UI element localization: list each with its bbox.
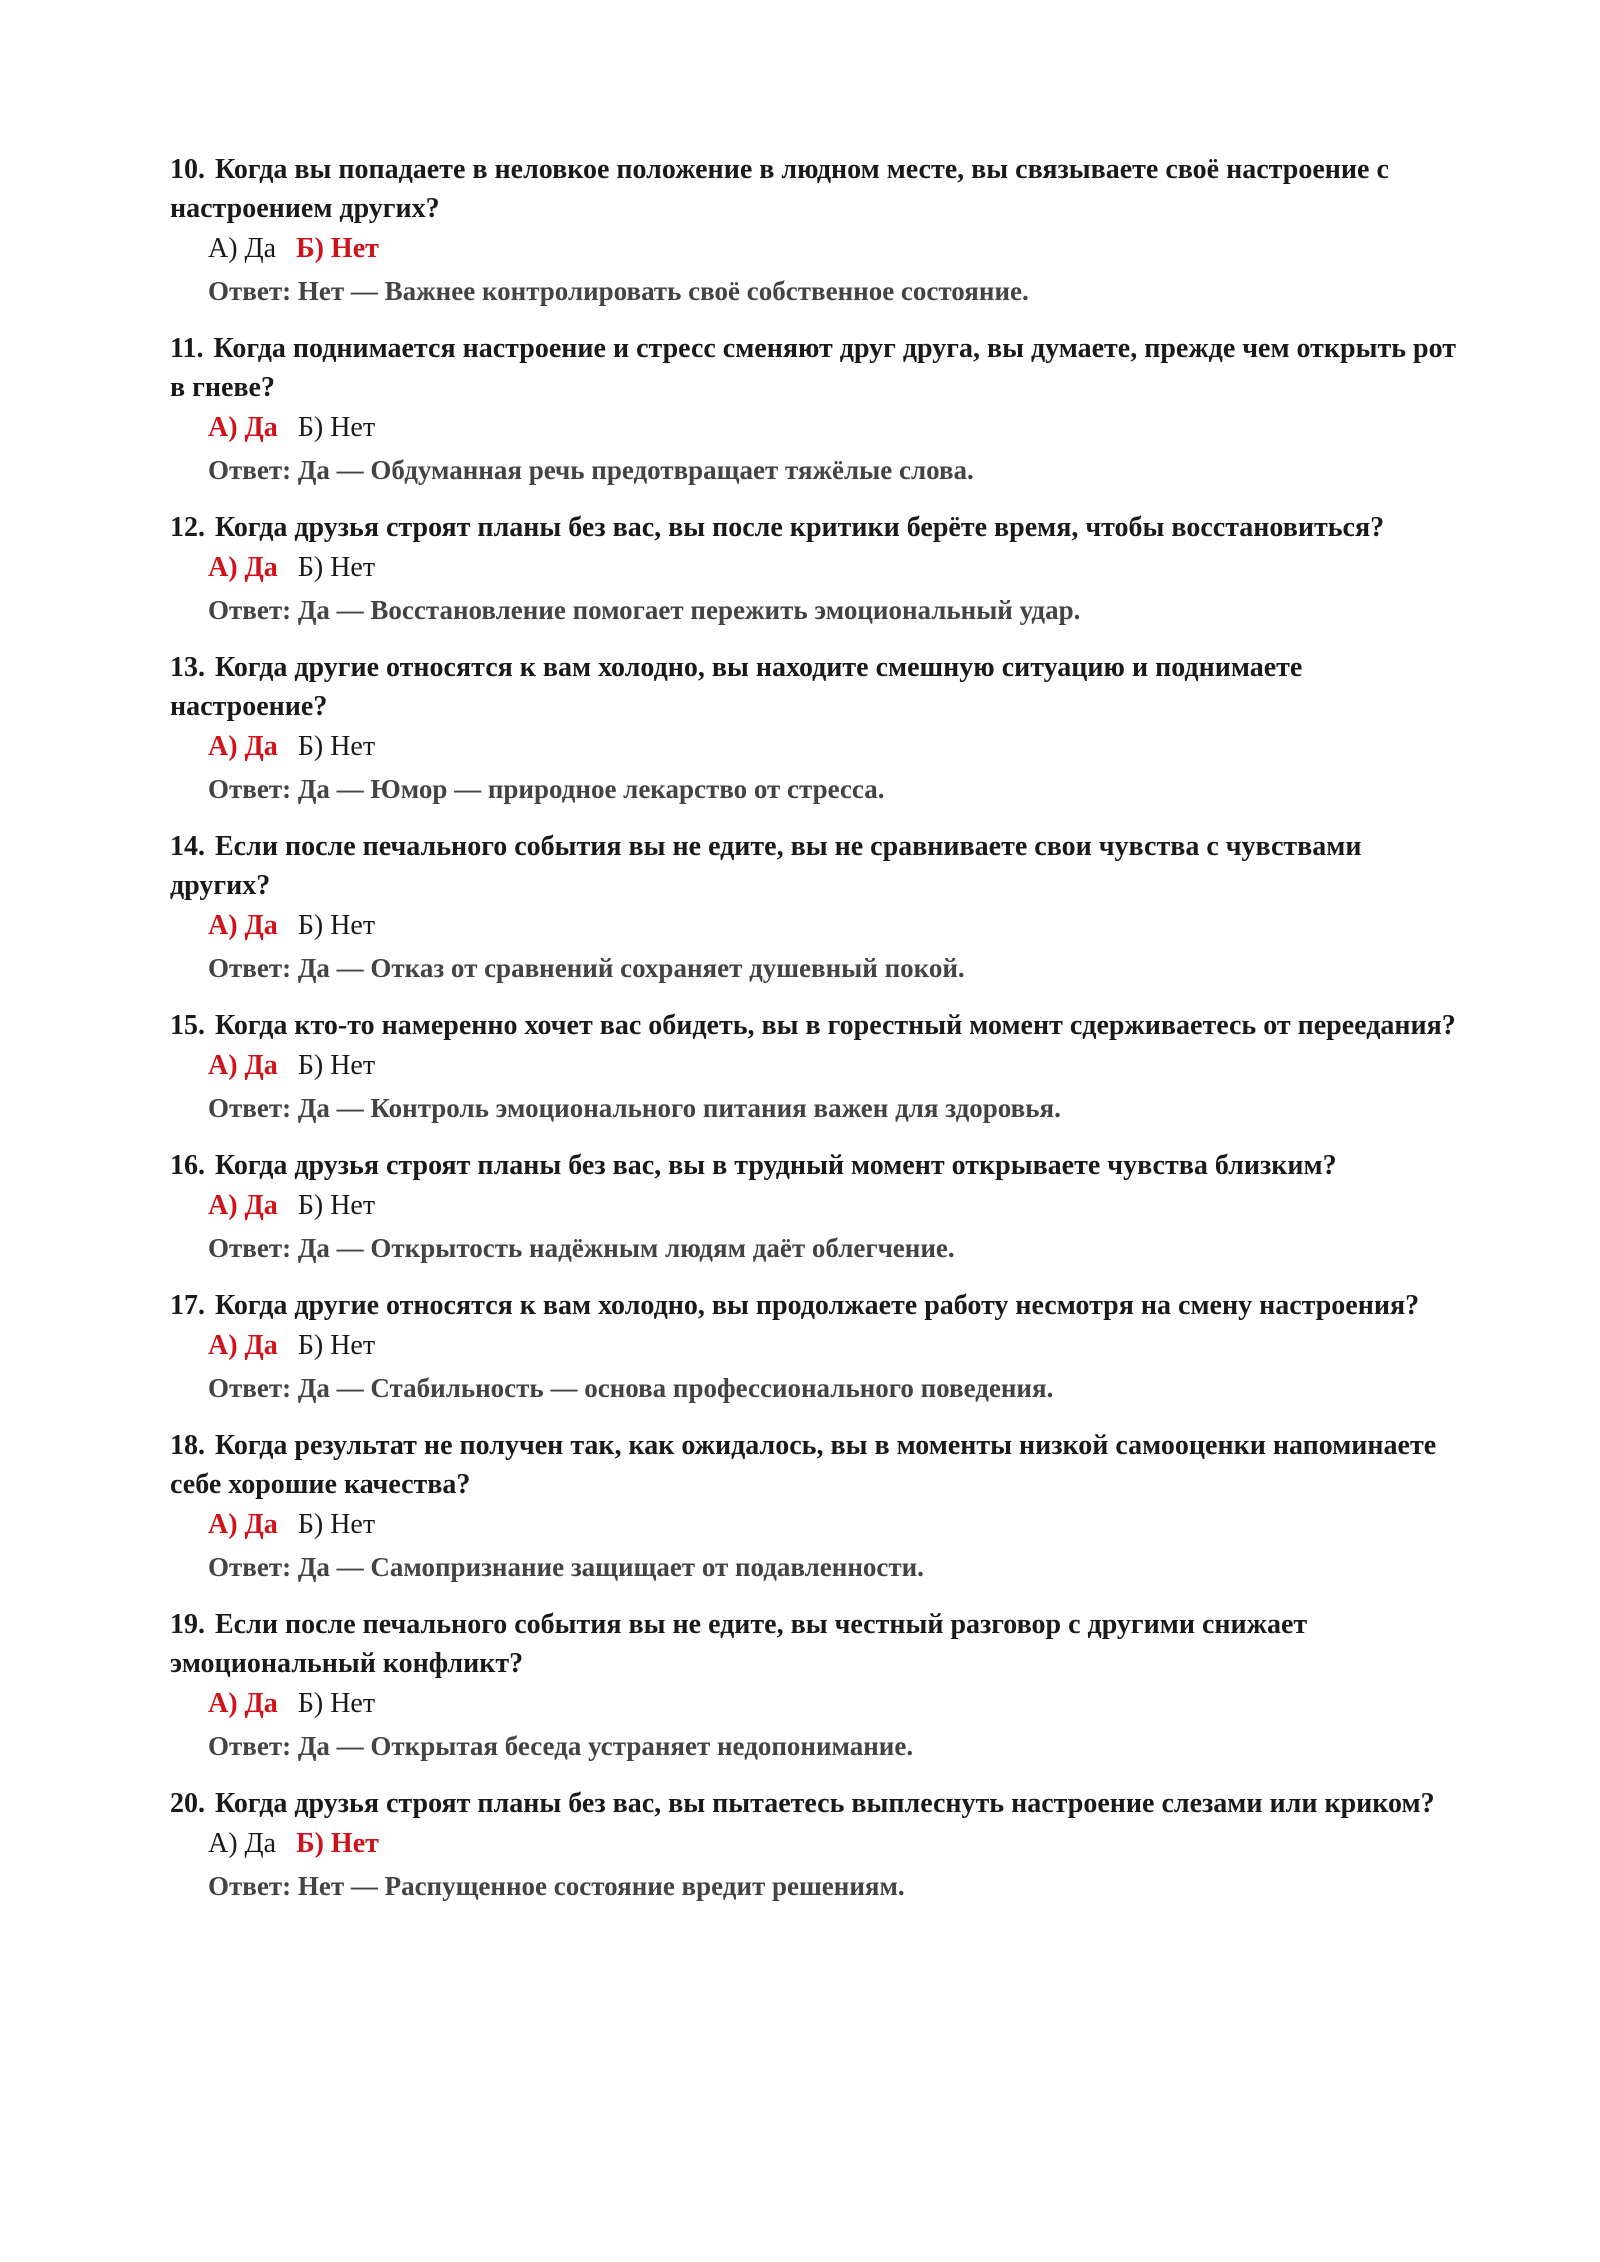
question-label: Когда поднимается настроение и стресс сменяют друг друга, вы думаете, прежде чем открыть рот в гневе? — [170, 333, 1457, 403]
answer-options — [208, 1504, 1460, 1546]
question-item — [170, 1605, 1460, 1767]
question-label: Когда друзья строят планы без вас, вы пытаетесь выплеснуть настроение слезами или криком? — [215, 1788, 1435, 1819]
option-b: Б) Нет — [296, 233, 379, 264]
option-b: Б) Нет — [297, 1330, 376, 1361]
answer-explanation: Ответ: Да — Восстановление помогает пережить эмоциональный удар. — [208, 595, 1081, 625]
answer-explanation: Ответ: Да — Контроль эмоционального питания важен для здоровья. — [208, 1093, 1061, 1123]
answer-options — [208, 547, 1460, 589]
option-b: Б) Нет — [297, 552, 376, 583]
question-text — [170, 1146, 1460, 1185]
answer-explanation: Ответ: Да — Обдуманная речь предотвращает тяжёлые слова. — [208, 455, 974, 485]
question-text — [170, 508, 1460, 547]
question-number: 10. — [170, 154, 205, 185]
option-b: Б) Нет — [297, 412, 376, 443]
answer-options — [208, 1683, 1460, 1725]
question-item — [170, 329, 1460, 491]
option-a: А) Да — [208, 552, 278, 583]
question-label: Когда кто-то намеренно хочет вас обидеть, вы в горестный момент сдерживаетесь от переедания? — [215, 1010, 1456, 1041]
answer-options — [208, 407, 1460, 449]
question-number: 19. — [170, 1609, 205, 1640]
answer-explanation: Ответ: Да — Открытая беседа устраняет недопонимание. — [208, 1731, 914, 1761]
question-number: 11. — [170, 333, 204, 364]
answer-options — [208, 228, 1460, 270]
question-number: 20. — [170, 1788, 205, 1819]
question-text — [170, 329, 1460, 407]
question-list — [170, 150, 1460, 1924]
option-b: Б) Нет — [297, 910, 376, 941]
answer-explanation: Ответ: Нет — Важнее контролировать своё собственное состояние. — [208, 276, 1029, 306]
answer-explanation: Ответ: Да — Стабильность — основа профессионального поведения. — [208, 1373, 1054, 1403]
answer-options — [208, 1325, 1460, 1367]
question-item — [170, 1006, 1460, 1129]
option-a: А) Да — [208, 1050, 278, 1081]
option-b: Б) Нет — [297, 1050, 376, 1081]
question-number: 16. — [170, 1150, 205, 1181]
answer-options — [208, 1823, 1460, 1865]
question-text — [170, 1006, 1460, 1045]
question-item — [170, 648, 1460, 810]
question-number: 17. — [170, 1290, 205, 1321]
question-label: Когда вы попадаете в неловкое положение в людном месте, вы связываете своё настроение с настроением других? — [170, 154, 1389, 224]
question-text — [170, 150, 1460, 228]
option-a: А) Да — [208, 1190, 278, 1221]
question-item — [170, 1286, 1460, 1409]
answer-explanation: Ответ: Нет — Распущенное состояние вредит решениям. — [208, 1871, 905, 1901]
question-text — [170, 648, 1460, 726]
answer-options — [208, 905, 1460, 947]
question-label: Когда друзья строят планы без вас, вы в трудный момент открываете чувства близким? — [215, 1150, 1337, 1181]
question-item — [170, 508, 1460, 631]
question-text — [170, 1286, 1460, 1325]
question-item — [170, 1426, 1460, 1588]
question-label: Когда результат не получен так, как ожидалось, вы в моменты низкой самооценки напоминаете себе хорошие качества? — [170, 1430, 1437, 1500]
question-number: 15. — [170, 1010, 205, 1041]
question-label: Когда другие относятся к вам холодно, вы находите смешную ситуацию и поднимаете настроение? — [170, 652, 1303, 722]
answer-explanation: Ответ: Да — Отказ от сравнений сохраняет душевный покой. — [208, 953, 965, 983]
answer-explanation: Ответ: Да — Самопризнание защищает от подавленности. — [208, 1552, 924, 1582]
option-a: А) Да — [208, 1330, 278, 1361]
option-b: Б) Нет — [296, 1828, 379, 1859]
option-a: А) Да — [208, 731, 278, 762]
question-number: 14. — [170, 831, 205, 862]
option-b: Б) Нет — [297, 731, 376, 762]
question-item — [170, 1784, 1460, 1907]
question-label: Если после печального события вы не едите, вы не сравниваете свои чувства с чувствами других? — [170, 831, 1362, 901]
question-text — [170, 827, 1460, 905]
question-text — [170, 1784, 1460, 1823]
answer-options — [208, 1045, 1460, 1087]
question-number: 18. — [170, 1430, 205, 1461]
option-b: Б) Нет — [297, 1509, 376, 1540]
answer-explanation: Ответ: Да — Открытость надёжным людям даёт облегчение. — [208, 1233, 955, 1263]
question-label: Когда друзья строят планы без вас, вы после критики берёте время, чтобы восстановиться? — [215, 512, 1385, 543]
question-item — [170, 150, 1460, 312]
option-b: Б) Нет — [297, 1190, 376, 1221]
question-number: 13. — [170, 652, 205, 683]
option-a: А) Да — [208, 1509, 278, 1540]
answer-explanation: Ответ: Да — Юмор — природное лекарство от стресса. — [208, 774, 885, 804]
question-text — [170, 1426, 1460, 1504]
option-a: А) Да — [208, 1828, 277, 1859]
question-label: Если после печального события вы не едите, вы честный разговор с другими снижает эмоциональный конфликт? — [170, 1609, 1308, 1679]
question-text — [170, 1605, 1460, 1683]
question-number: 12. — [170, 512, 205, 543]
question-item — [170, 827, 1460, 989]
option-a: А) Да — [208, 412, 278, 443]
option-a: А) Да — [208, 233, 277, 264]
answer-options — [208, 1185, 1460, 1227]
question-item — [170, 1146, 1460, 1269]
answer-options — [208, 726, 1460, 768]
option-a: А) Да — [208, 1688, 278, 1719]
question-label: Когда другие относятся к вам холодно, вы продолжаете работу несмотря на смену настроения? — [215, 1290, 1420, 1321]
option-a: А) Да — [208, 910, 278, 941]
option-b: Б) Нет — [297, 1688, 376, 1719]
